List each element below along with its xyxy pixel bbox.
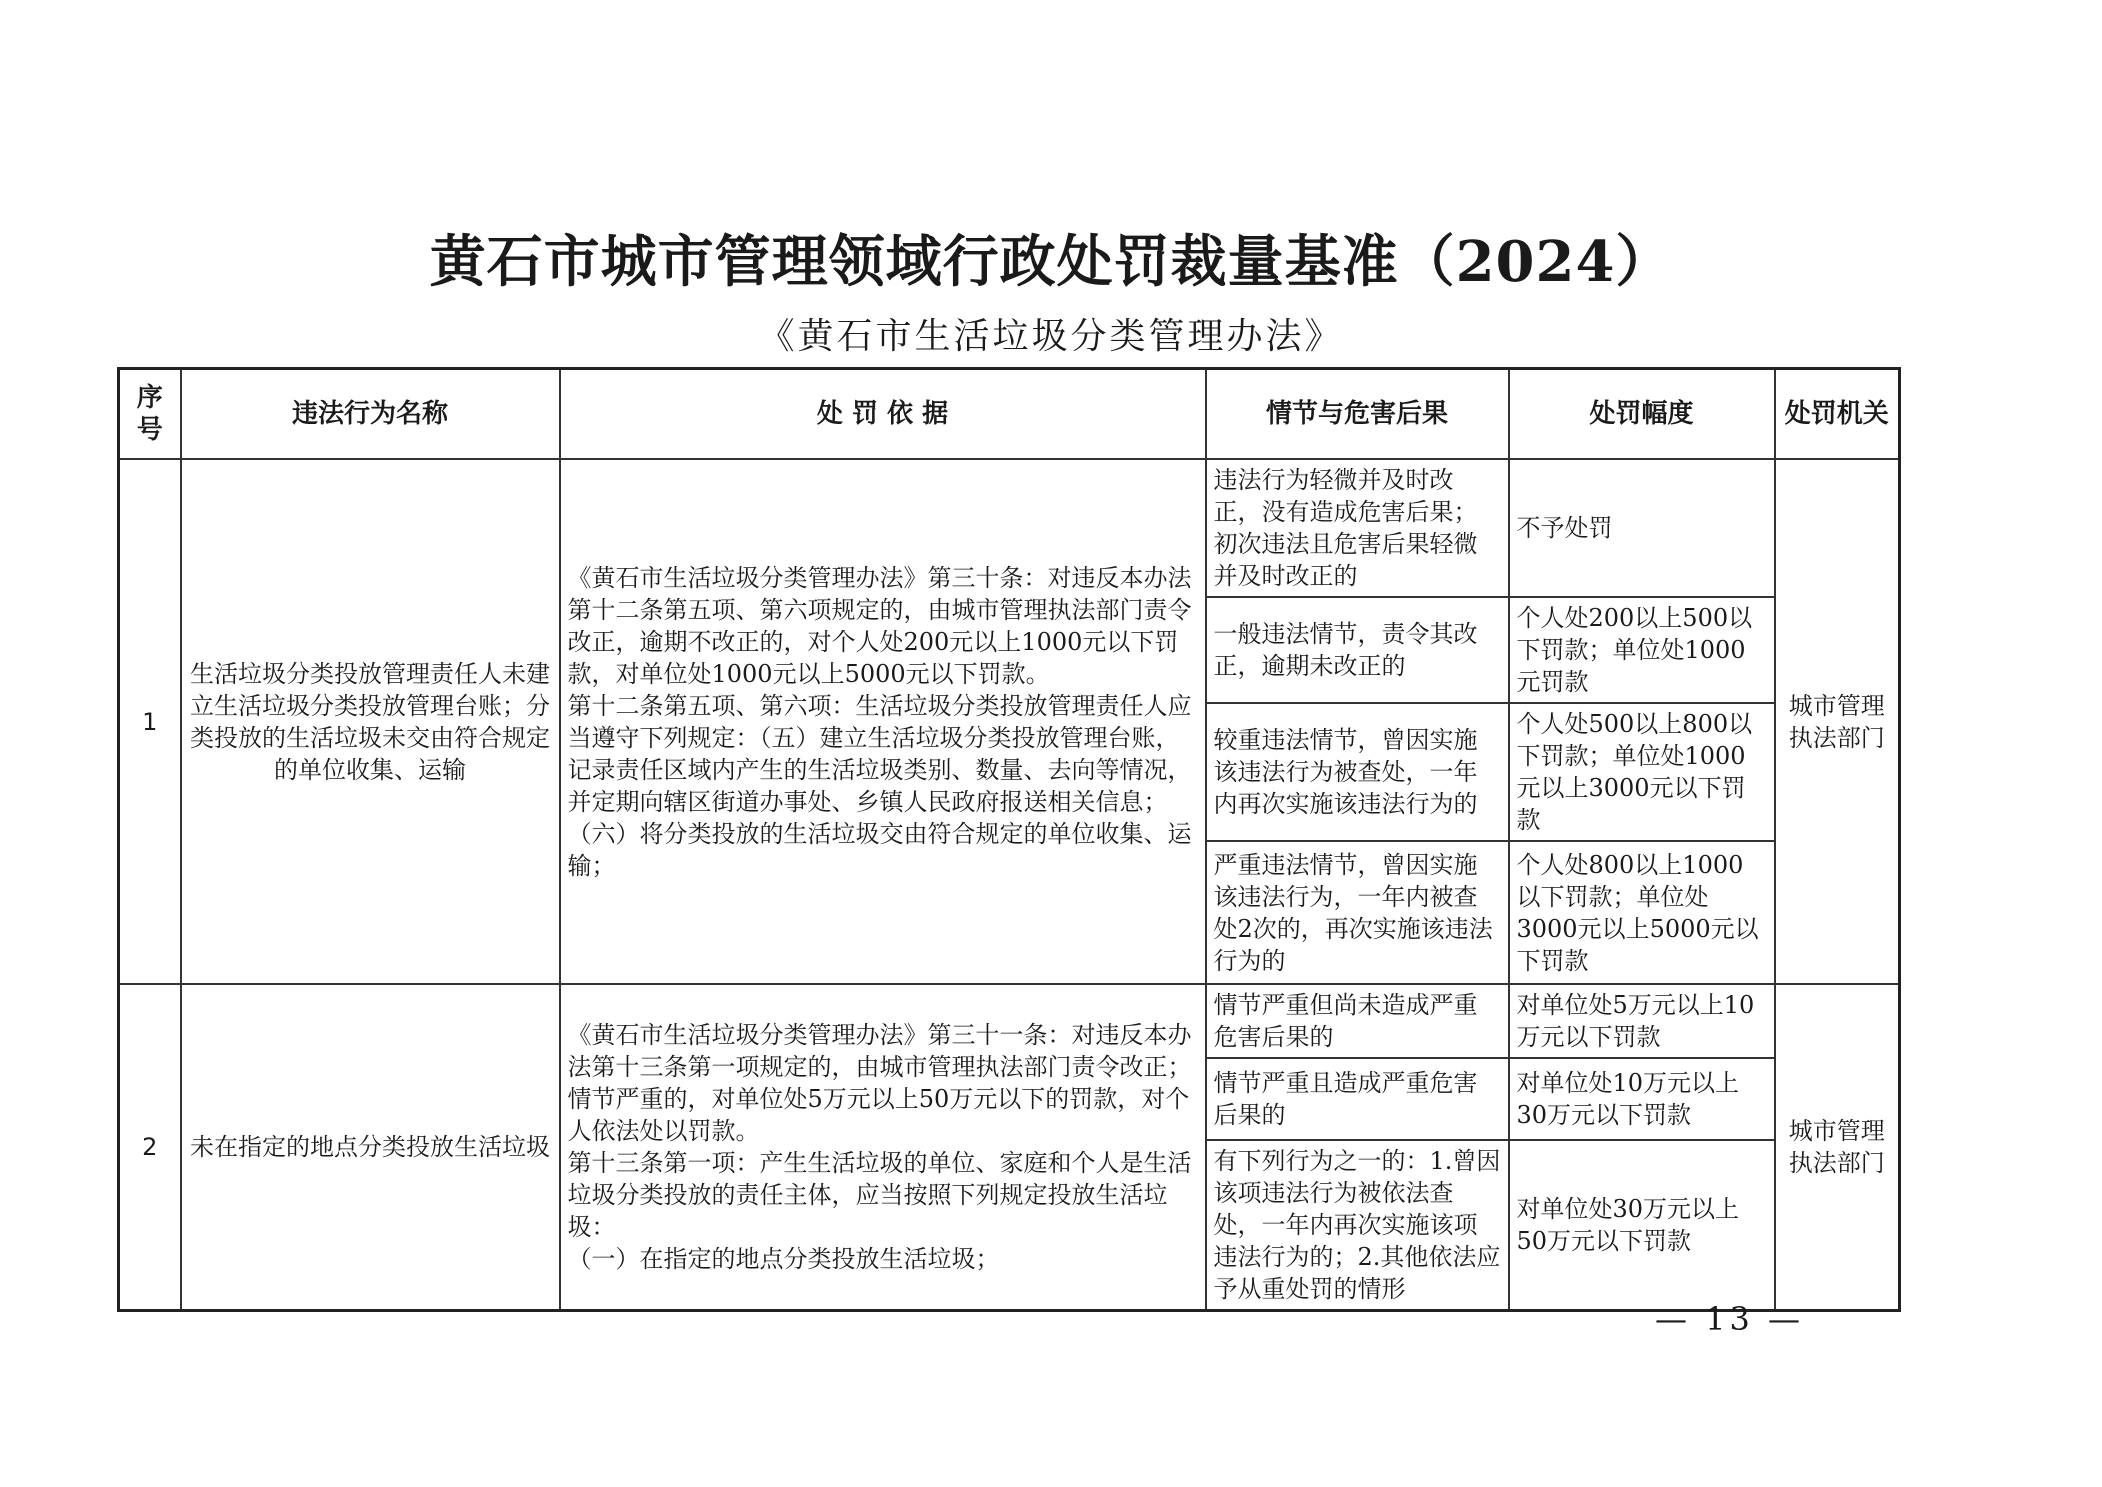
penalty-range-cell: 对单位处30万元以上50万元以下罚款 xyxy=(1509,1140,1775,1311)
circumstance-cell: 一般违法情节，责令其改正，逾期未改正的 xyxy=(1206,597,1509,703)
basis-paragraph: 《黄石市生活垃圾分类管理办法》第三十一条：对违反本办法第十三条第一项规定的，由城市管理执法部门责令改正；情节严重的，对单位处5万元以上50万元以下的罚款，对个人依法处以罚款。 xyxy=(567,1021,1192,1145)
row-seq: 2 xyxy=(119,984,181,1311)
penalty-range-cell: 不予处罚 xyxy=(1509,459,1775,597)
penalty-standard-table xyxy=(117,367,1901,1312)
row-seq: 1 xyxy=(119,459,181,984)
circumstance-cell: 情节严重且造成严重危害后果的 xyxy=(1206,1058,1509,1140)
authority-cell: 城市管理执法部门 xyxy=(1775,984,1900,1311)
basis-paragraph: （一）在指定的地点分类投放生活垃圾； xyxy=(567,1245,1000,1273)
penalty-basis xyxy=(560,984,1206,1311)
header-seq: 序号 xyxy=(119,369,181,460)
violation-name: 未在指定的地点分类投放生活垃圾 xyxy=(181,984,560,1311)
table-row xyxy=(119,459,1900,597)
table-row xyxy=(119,984,1900,1058)
circumstance-cell: 有下列行为之一的：1.曾因该项违法行为被依法查处，一年内再次实施该项违法行为的；2.其他依法应予从重处罚的情形 xyxy=(1206,1140,1509,1311)
circumstance-cell: 违法行为轻微并及时改正，没有造成危害后果；初次违法且危害后果轻微并及时改正的 xyxy=(1206,459,1509,597)
document-title: 黄石市城市管理领域行政处罚裁量基准（2024） xyxy=(429,229,1673,295)
penalty-range-cell: 个人处200以上500以下罚款；单位处1000元罚款 xyxy=(1509,597,1775,703)
circumstance-cell: 严重违法情节，曾因实施该违法行为，一年内被查处2次的，再次实施该违法行为的 xyxy=(1206,841,1509,984)
penalty-basis xyxy=(560,459,1206,984)
document-subtitle: 《黄石市生活垃圾分类管理办法》 xyxy=(758,316,1344,357)
basis-paragraph: 第十二条第五项、第六项：生活垃圾分类投放管理责任人应当遵守下列规定：（五）建立生活垃圾分类投放管理台账，记录责任区域内产生的生活垃圾类别、数量、去向等情况，并定期向辖区街道办事处、乡镇人民政府报送相关信息； xyxy=(567,691,1192,816)
header-violation-name: 违法行为名称 xyxy=(181,369,560,460)
table-header-row xyxy=(119,369,1900,460)
header-circumstance: 情节与危害后果 xyxy=(1206,369,1509,460)
basis-paragraph: 第十三条第一项：产生生活垃圾的单位、家庭和个人是生活垃圾分类投放的责任主体，应当按照下列规定投放生活垃圾： xyxy=(567,1149,1192,1241)
penalty-range-cell: 个人处500以上800以下罚款；单位处1000元以上3000元以下罚款 xyxy=(1509,703,1775,841)
circumstance-cell: 较重违法情节，曾因实施该违法行为被查处，一年内再次实施该违法行为的 xyxy=(1206,703,1509,841)
page-number: — 13 — xyxy=(1654,1300,1804,1338)
header-authority: 处罚机关 xyxy=(1775,369,1900,460)
penalty-range-cell: 对单位处5万元以上10万元以下罚款 xyxy=(1509,984,1775,1058)
basis-paragraph: 《黄石市生活垃圾分类管理办法》第三十条：对违反本办法第十二条第五项、第六项规定的，由城市管理执法部门责令改正，逾期不改正的，对个人处200元以上1000元以下罚款，对单位处1000元以上5000元以下罚款。 xyxy=(567,563,1192,688)
header-penalty-basis: 处 罚 依 据 xyxy=(560,369,1206,460)
authority-cell: 城市管理执法部门 xyxy=(1775,459,1900,984)
penalty-range-cell: 对单位处10万元以上30万元以下罚款 xyxy=(1509,1058,1775,1140)
penalty-range-cell: 个人处800以上1000以下罚款；单位处3000元以上5000元以下罚款 xyxy=(1509,841,1775,984)
circumstance-cell: 情节严重但尚未造成严重危害后果的 xyxy=(1206,984,1509,1058)
header-penalty-range: 处罚幅度 xyxy=(1509,369,1775,460)
violation-name: 生活垃圾分类投放管理责任人未建立生活垃圾分类投放管理台账；分类投放的生活垃圾未交由符合规定的单位收集、运输 xyxy=(181,459,560,984)
basis-paragraph: （六）将分类投放的生活垃圾交由符合规定的单位收集、运输； xyxy=(567,819,1192,880)
